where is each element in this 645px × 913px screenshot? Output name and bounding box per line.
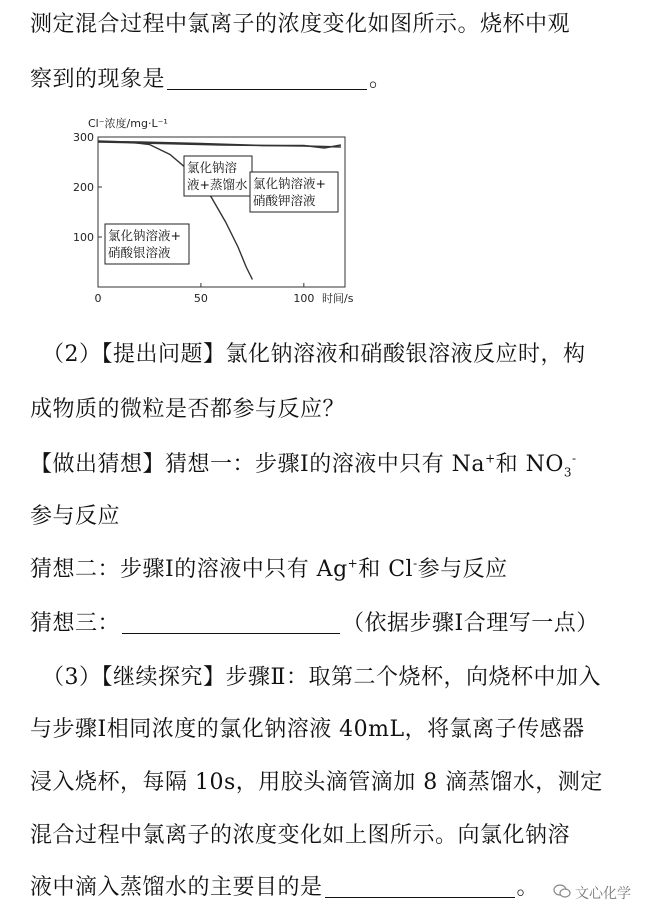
- watermark: [553, 883, 631, 903]
- text-line-11: 浸入烧杯，每隔 10s，用胶头滴管滴加 8 滴蒸馏水，测定: [30, 770, 603, 795]
- text-line-13-prefix: 液中滴入蒸馏水的主要目的是: [30, 875, 323, 900]
- series-label-text-2-2: 硝酸钾溶液: [253, 193, 316, 208]
- series-label-text-3-2: 硝酸银溶液: [108, 245, 171, 260]
- text-line-9: （3）【继续探究】步骤Ⅱ：取第二个烧杯，向烧杯中加入: [42, 665, 601, 690]
- x-tick-label-50: 50: [193, 292, 208, 305]
- series-label-text-2-1: 氯化钠溶液+: [253, 176, 326, 191]
- x-axis-label: 时间/s: [322, 292, 354, 305]
- text-line-6: 参与反应: [30, 504, 121, 529]
- x-tick-label-0: 0: [94, 292, 102, 305]
- answer-blank-2[interactable]: [122, 609, 340, 634]
- text-line-2-suffix: 。: [369, 67, 392, 92]
- text-line-2-prefix: 察到的现象是: [30, 67, 166, 92]
- guess-two-prefix: 猜想二：步骤Ⅰ的溶液中只有 Ag: [30, 557, 348, 582]
- text-line-5: [30, 450, 577, 480]
- na-charge: +: [485, 451, 496, 466]
- text-line-13-suffix: 。: [516, 875, 540, 900]
- ag-charge: +: [347, 556, 359, 571]
- guess-two-suffix: 参与反应: [417, 557, 508, 582]
- series-label-text-1-1: 氯化钠溶: [187, 160, 238, 175]
- series-label-text-1-2: 液+蒸馏水: [187, 177, 248, 192]
- text-line-4: 成物质的微粒是否都参与反应？: [30, 397, 346, 422]
- cl-charge: -: [413, 556, 418, 571]
- guess-three-prefix: 猜想三：: [30, 611, 121, 636]
- x-tick-label-100: 100: [293, 292, 315, 305]
- text-line-10: 与步骤Ⅰ相同浓度的氯化钠溶液 40mL，将氯离子传感器: [30, 717, 585, 742]
- text-line-1: 测定混合过程中氯离子的浓度变化如图所示。烧杯中观: [30, 12, 571, 37]
- y-tick-label-300: 300: [73, 131, 94, 144]
- guess-three-suffix: （依据步骤Ⅰ合理写一点）: [342, 611, 599, 636]
- wechat-icon: [553, 884, 571, 902]
- no3-charge: -: [572, 451, 577, 466]
- guess-one-mid: 和 NO: [495, 452, 564, 477]
- text-line-2: [30, 65, 392, 95]
- y-tick-label-100: 100: [73, 231, 94, 244]
- chloride-concentration-chart: [60, 112, 360, 322]
- guess-one-prefix: 【做出猜想】猜想一：步骤Ⅰ的溶液中只有 Na: [30, 452, 486, 477]
- text-line-3: （2）【提出问题】氯化钠溶液和硝酸银溶液反应时，构: [42, 342, 586, 367]
- guess-two-mid: 和 Cl: [358, 557, 414, 582]
- text-line-8: [30, 609, 599, 639]
- series-label-text-3-1: 氯化钠溶液+: [108, 228, 181, 243]
- text-line-7: [30, 555, 508, 585]
- chart-labels: [105, 156, 338, 264]
- no3-subscript: 3: [563, 465, 573, 480]
- text-line-13: [30, 873, 539, 903]
- watermark-text: 文心化学: [575, 886, 631, 902]
- text-line-12: 混合过程中氯离子的浓度变化如上图所示。向氯化钠溶: [30, 823, 571, 848]
- answer-blank-1[interactable]: [167, 65, 367, 90]
- y-tick-label-200: 200: [73, 181, 94, 194]
- answer-blank-3[interactable]: [325, 873, 515, 898]
- y-axis-label: Cl⁻浓度/mg·L⁻¹: [88, 117, 168, 130]
